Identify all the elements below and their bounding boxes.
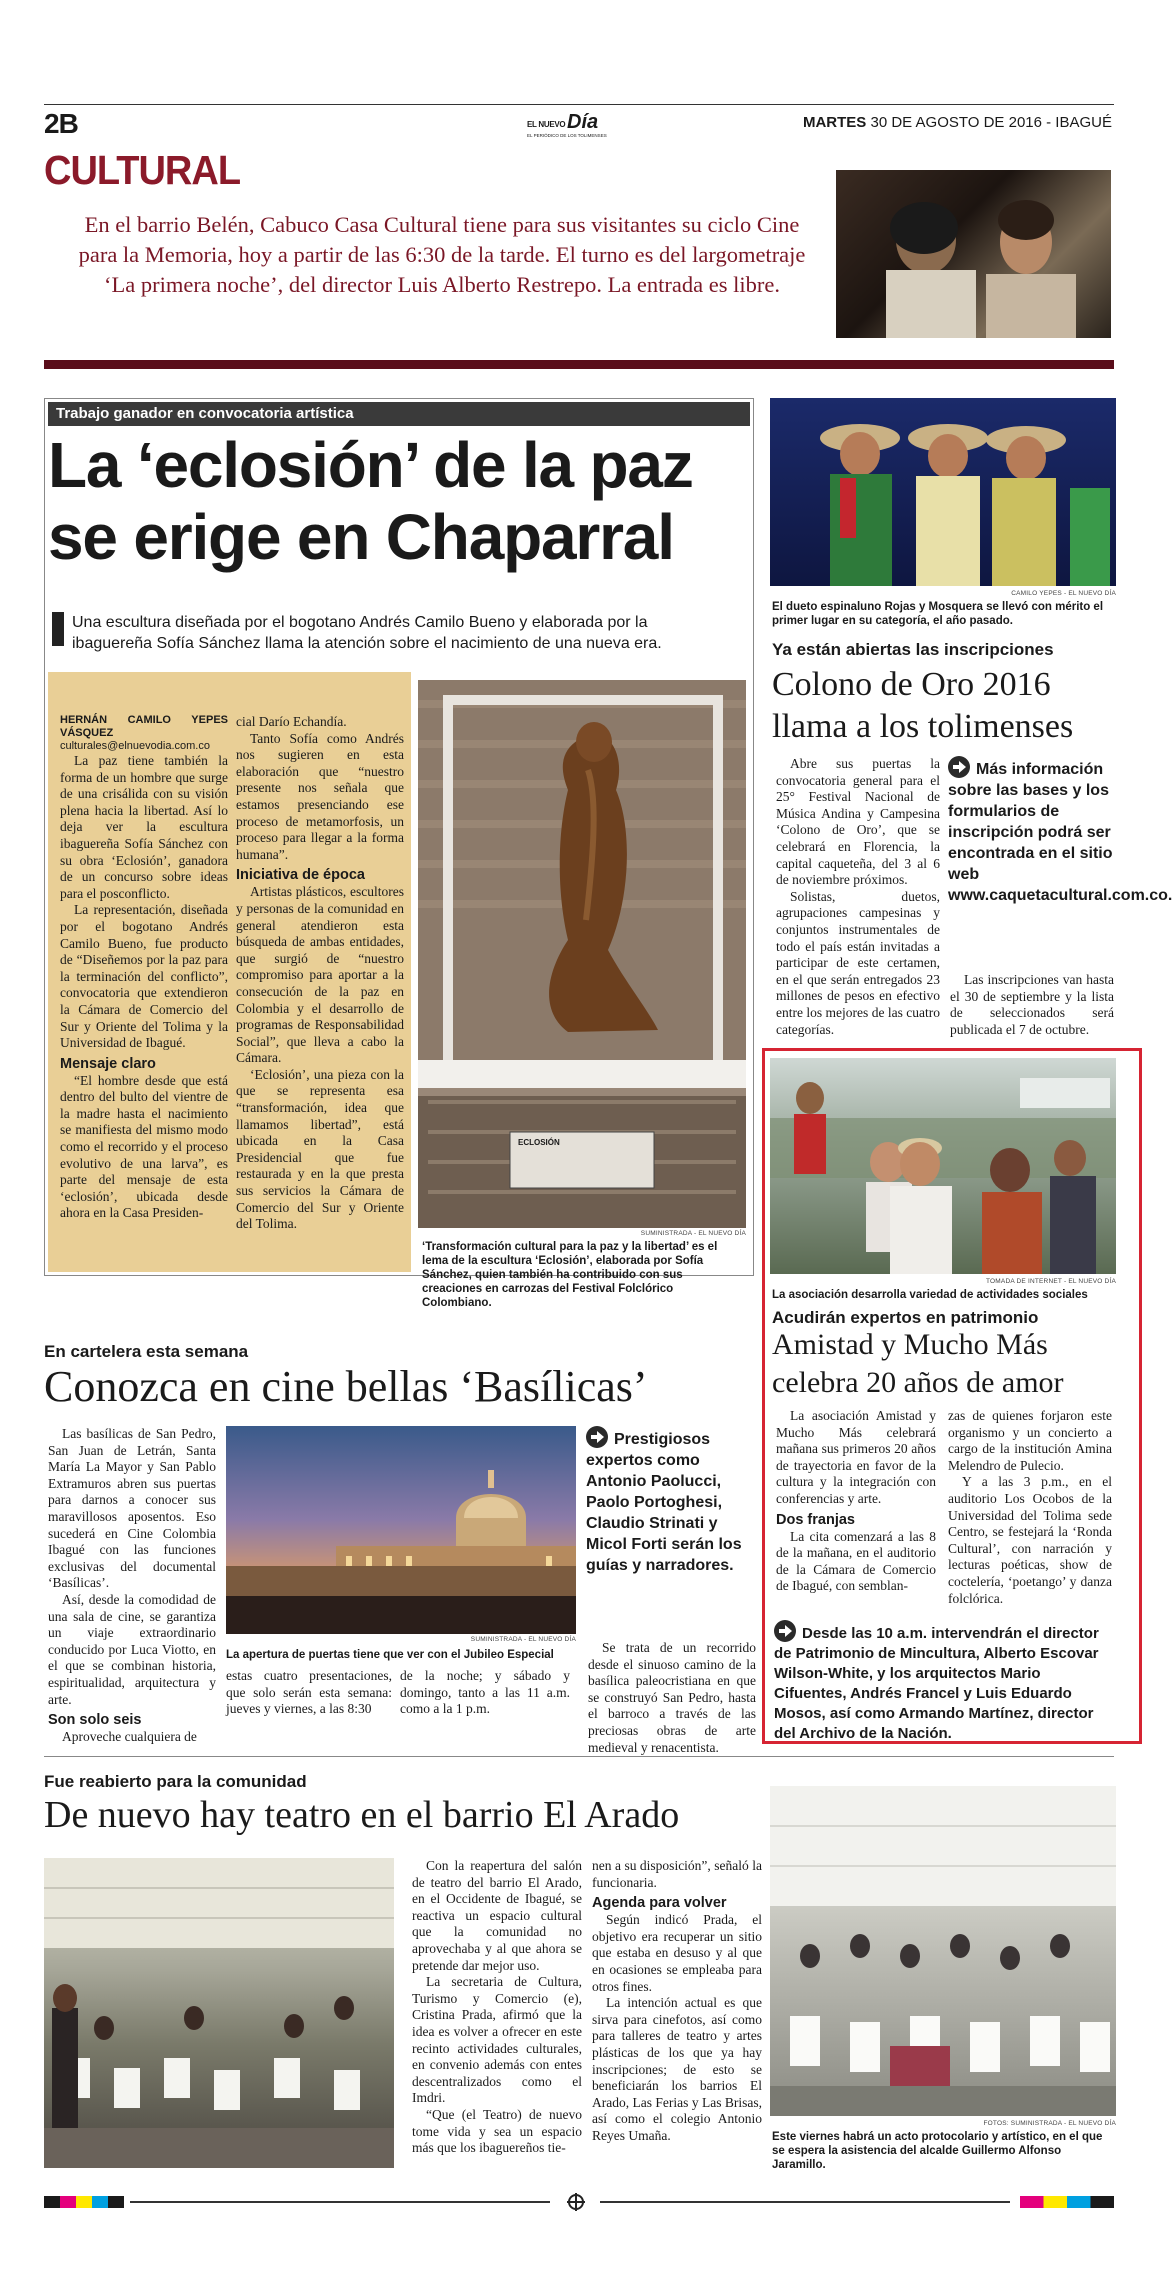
basilicas-col-4 [588, 1640, 756, 1756]
teatro-kicker: Fue reabierto para la comunidad [44, 1772, 307, 1791]
brand-small: EL NUEVO [527, 120, 566, 129]
main-col2-p2: Tanto Sofía como Andrés nos sugieren en esta elaboración que “nuestro presente nos señala que estamos presenciando ese proceso de metamorfosis, un proceso para llegar a la forma humana”. [236, 730, 404, 862]
main-col2-p1: cial Darío Echandía. [236, 714, 347, 729]
amistad-kicker: Acudirán expertos en patrimonio [772, 1308, 1039, 1327]
sculpture-caption: ‘Transformación cultural para la paz y la libertad’ es el lema de la escultura ‘Eclosión’, elaborada por Sofía Sánchez, quien también ha contribuido con sus creaciones en carrozas del Festival Folclórico Colombiano. [422, 1241, 718, 1309]
teatro-p5: Según indicó Prada, el objetivo era recuperar un sitio que estaba en desuso y al que en ocasiones se empleaba para otros fines. [592, 1912, 762, 1994]
colono-callout [948, 756, 1172, 906]
theater-audience-photo-art [44, 1858, 394, 2168]
basilicas-col-3 [400, 1668, 570, 1718]
colono-p3: Las inscripciones van hasta el 30 de septiembre y la lista de seleccionados será publicada el 7 de octubre. [950, 972, 1114, 1037]
date-day: MARTES [802, 114, 867, 131]
teatro-p2: La secretaria de Cultura, Turismo y Comercio (e), Cristina Prada, afirmó que la idea es volver a ofrecer en este recinto actividades culturales, en convenio además con entes descentralizados como el Imdri. [412, 1974, 582, 2106]
colono-col-1 [776, 756, 940, 1038]
basilicas-p2: Así, desde la comodidad de una sala de cine, se garantiza un viaje extraordinario conducido por Luca Viotto, en el que se combinan historia, espiritualidad, arquitectura y arte. [48, 1591, 216, 1707]
header-blurb: En el barrio Belén, Cabuco Casa Cultural tiene para sus visitantes su ciclo Cine para la Memoria, hoy a partir de las 6:30 de la tarde. El turno es del largometraje ‘La primera noche’, del director Luis Alberto Restrepo. La entrada es libre. [78, 212, 806, 297]
colono-p2: Solistas, duetos, agrupaciones campesinas y conjuntos instrumentales de todo el país están invitadas a participar de este certamen, en el que serán entregados 23 millones de pesos en efectivo entre los mejores de las cuatro categorías. [776, 888, 940, 1037]
basilicas-p1: Las basílicas de San Pedro, San Juan de Letrán, Santa María La Mayor y San Pablo Extramuros abren sus puertas para darnos a conocer sus maravillosos aposentos. Eso sucederá en Cine Colombia Ibagué con las funciones exclusivas del documental ‘Basílicas’. [48, 1426, 216, 1591]
main-col-1 [60, 714, 228, 1222]
colono-kicker: Ya están abiertas las inscripciones [772, 640, 1054, 659]
amistad-heading: Dos franjas [776, 1511, 855, 1528]
colono-callout-text: Más información sobre las bases y los formularios de inscripción podrá ser encontrada en el sitio web www.caquetacultural.com.co. [948, 761, 1172, 904]
brand-logo [527, 111, 632, 140]
top-rule [44, 104, 1114, 105]
basilicas-kicker: En cartelera esta semana [44, 1342, 249, 1361]
teatro-p4: nen a su disposición”, señaló la funcionaria. [592, 1858, 762, 1890]
association-photo [770, 1058, 1116, 1274]
amistad-p4: Y a las 3 p.m., en el auditorio Los Ocobos de la Universidad del Tolima sede Centro, se festejará la ‘Ronda Cultural’, con narración y lecturas poéticas, show de coctelería, ‘poetango’ y danza folclórica. [948, 1474, 1112, 1606]
color-marks-right [1020, 2196, 1114, 2208]
teatro-col-1 [412, 1858, 582, 2157]
basilicas-headline: Conozca en cine bellas ‘Basílicas’ [44, 1362, 648, 1411]
header-divider [44, 360, 1114, 369]
sculpture-photo-art [418, 680, 746, 1228]
main-lead [52, 612, 712, 654]
section-title: CULTURAL [44, 148, 241, 194]
basilica-caption: La apertura de puertas tiene que ver con el Jubileo Especial [226, 1649, 554, 1661]
amistad-col-2 [948, 1408, 1112, 1607]
sculpture-credit: SUMINISTRADA - EL NUEVO DÍA [640, 1230, 746, 1237]
sculpture-plaque: ECLOSIÓN [518, 1138, 560, 1147]
colono-col-2 [950, 972, 1114, 1038]
main-col-2 [236, 714, 404, 1233]
duo-credit: CAMILO YEPES - EL NUEVO DÍA [1011, 590, 1116, 597]
amistad-headline-1: Amistad y Mucho Más [772, 1328, 1048, 1361]
registration-icon [568, 2194, 584, 2210]
main-col1-p2: La representación, diseñada por el bogotano Andrés Camilo Bueno, fue producto de “Diseñemos por la paz para la terminación del conflicto”, convocatoria que extendieron la Cámara de Comercio del Sur y Oriente del Tolima y la Universidad de Ibagué. [60, 902, 228, 1051]
cinema-photo [836, 170, 1111, 338]
brand-sub: EL PERIÓDICO DE LOS TOLIMENSES [527, 133, 607, 138]
basilica-photo [226, 1426, 576, 1634]
cinema-photo-art [836, 170, 1111, 338]
main-col1-p1: La paz tiene también la forma de un hombre que surge de una crisálida con su visión plena hacia la libertad. Así lo deja ver la escultura ibaguereña Sofía Sánchez con su obra ‘Eclosión’, ganadora de un concurso sobre ideas para el posconflicto. [60, 753, 228, 901]
duo-caption: El dueto espinaluno Rojas y Mosquera se llevó con mérito el primer lugar en su categoría, el año pasado. [772, 601, 1104, 627]
main-col1-p3: “El hombre desde que está dentro del bulto del vientre de la madre hasta el nacimiento se manifiesta del mismo modo como el recorrido y el proceso evolutivo de una larva”, es parte del mensaje de esta ‘eclosión’, ubicada desde ahora en la Casa Presiden- [60, 1072, 228, 1221]
amistad-callout [774, 1620, 1116, 1744]
association-caption: La asociación desarrolla variedad de actividades sociales [772, 1289, 1088, 1301]
byline-name: HERNÁN CAMILO YEPES VÁSQUEZ [60, 714, 228, 739]
colono-p1: Abre sus puertas la convocatoria general para el 25° Festival Nacional de Música Andina y Campesina ‘Colono de Oro’, que se celebrará en Florencia, la capital caqueteña, del 3 al 6 de noviembre próximos. [776, 756, 940, 888]
teatro-p3: “Que (el Teatro) de nuevo tome vida y sea un espacio más que los ibaguereños tie- [412, 2106, 582, 2156]
teatro-p6: La intención actual es que sirva para cinefotos, así como para talleres de teatro y artes plásticas de los que ya hay inscripciones; de esto se beneficiarán los barrios El Arado, Las Ferias y Las Brisas, así como el colegio Antonio Reyes Umaña. [592, 1995, 762, 2143]
main-headline-2: se erige en Chaparral [48, 501, 674, 573]
date-rest: 30 DE AGOSTO DE 2016 - IBAGUÉ [870, 114, 1112, 131]
amistad-p3: zas de quienes forjaron este organismo y un concierto a cargo de la institución Amina Melendro de Pulecio. [948, 1408, 1112, 1473]
arrow-right-icon [586, 1426, 608, 1448]
theater-caption: Este viernes habrá un acto protocolario y artístico, en el que se espera la asistencia del alcalde Guillermo Alfonso Jaramillo. [772, 2131, 1103, 2171]
association-photo-art [770, 1058, 1116, 1274]
theater-credit: FOTOS: SUMINISTRADA - EL NUEVO DÍA [983, 2120, 1116, 2127]
basilica-credit: SUMINISTRADA - EL NUEVO DÍA [470, 1636, 576, 1643]
main-col2-p4: ‘Eclosión’, una pieza con la que se representa esa “transformación, idea que llamamos libertad”, está ubicada en la Casa Presidencial que fue restaurada y en la que presta sus servicios la Cámara de Comercio del Sur y Oriente del Tolima. [236, 1066, 404, 1232]
basilicas-heading: Son solo seis [48, 1712, 142, 1729]
main-headline-1: La ‘eclosión’ de la paz [48, 429, 693, 501]
main-col1-heading: Mensaje claro [60, 1055, 156, 1072]
teatro-rule [44, 1756, 1114, 1757]
theater-audience-photo [44, 1858, 394, 2168]
main-col2-heading: Iniciativa de época [236, 867, 365, 884]
sculpture-photo [418, 680, 746, 1228]
amistad-callout-text: Desde las 10 a.m. intervendrán el director de Patrimonio de Mincultura, Alberto Escovar Wilson-White, y los arquitectos Mario Cifuentes, Andrés Francel y Luis Eduardo Mosos, así como Armando Martínez, director del Archivo de la Nación. [774, 1625, 1099, 1742]
arrow-right-icon [948, 756, 970, 778]
byline-email: culturales@elnuevodia.com.co [60, 740, 210, 752]
basilicas-p4: estas cuatro presentaciones, que solo serán esta semana: jueves y viernes, a las 8:30 [226, 1668, 392, 1717]
amistad-headline-2: celebra 20 años de amor [772, 1366, 1064, 1399]
colono-headline-1: Colono de Oro 2016 [772, 666, 1051, 703]
main-kicker: Trabajo ganador en convocatoria artística [48, 402, 750, 426]
lead-bar [52, 612, 64, 646]
amistad-col-1 [776, 1408, 936, 1595]
brand-big: Día [567, 111, 599, 133]
basilica-photo-art [226, 1426, 576, 1634]
basilicas-col-2 [226, 1668, 392, 1718]
duo-photo-art [770, 398, 1116, 586]
basilicas-p5: de la noche; y sábado y domingo, tanto a las 11 a.m. como a la 1 p.m. [400, 1668, 570, 1717]
basilicas-p6: Se trata de un recorrido desde el sinuoso camino de la basílica paleocristiana en que se construyó San Pedro, hasta el barroco a través de las preciosas obras de arte medieval y renacentista. [588, 1640, 756, 1755]
amistad-p2: La cita comenzará a las 8 de la mañana, en el auditorio de la Cámara de Comercio de Ibagué, con semblan- [776, 1528, 936, 1594]
theater-seats-photo [770, 1786, 1116, 2116]
teatro-col-2 [592, 1858, 762, 2145]
duo-photo [770, 398, 1116, 586]
color-marks-left [44, 2196, 124, 2208]
main-col2-p3: Artistas plásticos, escultores y personas de la comunidad en general atendieron esta búsqueda de ambas entidades, que surgió de “nuestro compromiso para aportar a la consecución de la paz en Colombia y el desarrollo de programas de Responsabilidad Social”, que lleva a cabo la Cámara. [236, 884, 404, 1066]
basilicas-callout-text: Prestigiosos expertos como Antonio Paolucci, Paolo Portoghesi, Claudio Strinati y Micol Forti serán los guías y narradores. [586, 1431, 742, 1574]
colono-headline-2: llama a los tolimenses [772, 708, 1074, 745]
teatro-p1: Con la reapertura del salón de teatro del barrio El Arado, en el Occidente de Ibagué, se reactiva un espacio cultural que la comunidad no aprovechaba y al que ahora se pretende dar mejor uso. [412, 1858, 582, 1973]
main-lead-text: Una escultura diseñada por el bogotano Andrés Camilo Bueno y elaborada por la ibaguereña Sofía Sánchez llama la atención sobre el nacimiento de una nueva era. [72, 614, 662, 652]
association-credit: TOMADA DE INTERNET - EL NUEVO DÍA [985, 1278, 1116, 1285]
basilicas-col-1 [48, 1426, 216, 1746]
page-number: 2B [44, 108, 78, 139]
footer-rule-right [600, 2201, 1010, 2203]
amistad-p1: La asociación Amistad y Mucho Más celebrará mañana sus primeros 20 años de trayectoria en favor de la cultura y la integración con conferencias y arte. [776, 1408, 936, 1506]
basilicas-callout [586, 1426, 756, 1576]
footer-rule-left [130, 2201, 550, 2203]
basilicas-p3: Aproveche cualquiera de [62, 1729, 197, 1745]
theater-seats-photo-art [770, 1786, 1116, 2116]
teatro-headline: De nuevo hay teatro en el barrio El Arado [44, 1794, 680, 1836]
teatro-heading: Agenda para volver [592, 1895, 727, 1912]
arrow-right-icon [774, 1620, 796, 1642]
date-line [803, 114, 1112, 131]
